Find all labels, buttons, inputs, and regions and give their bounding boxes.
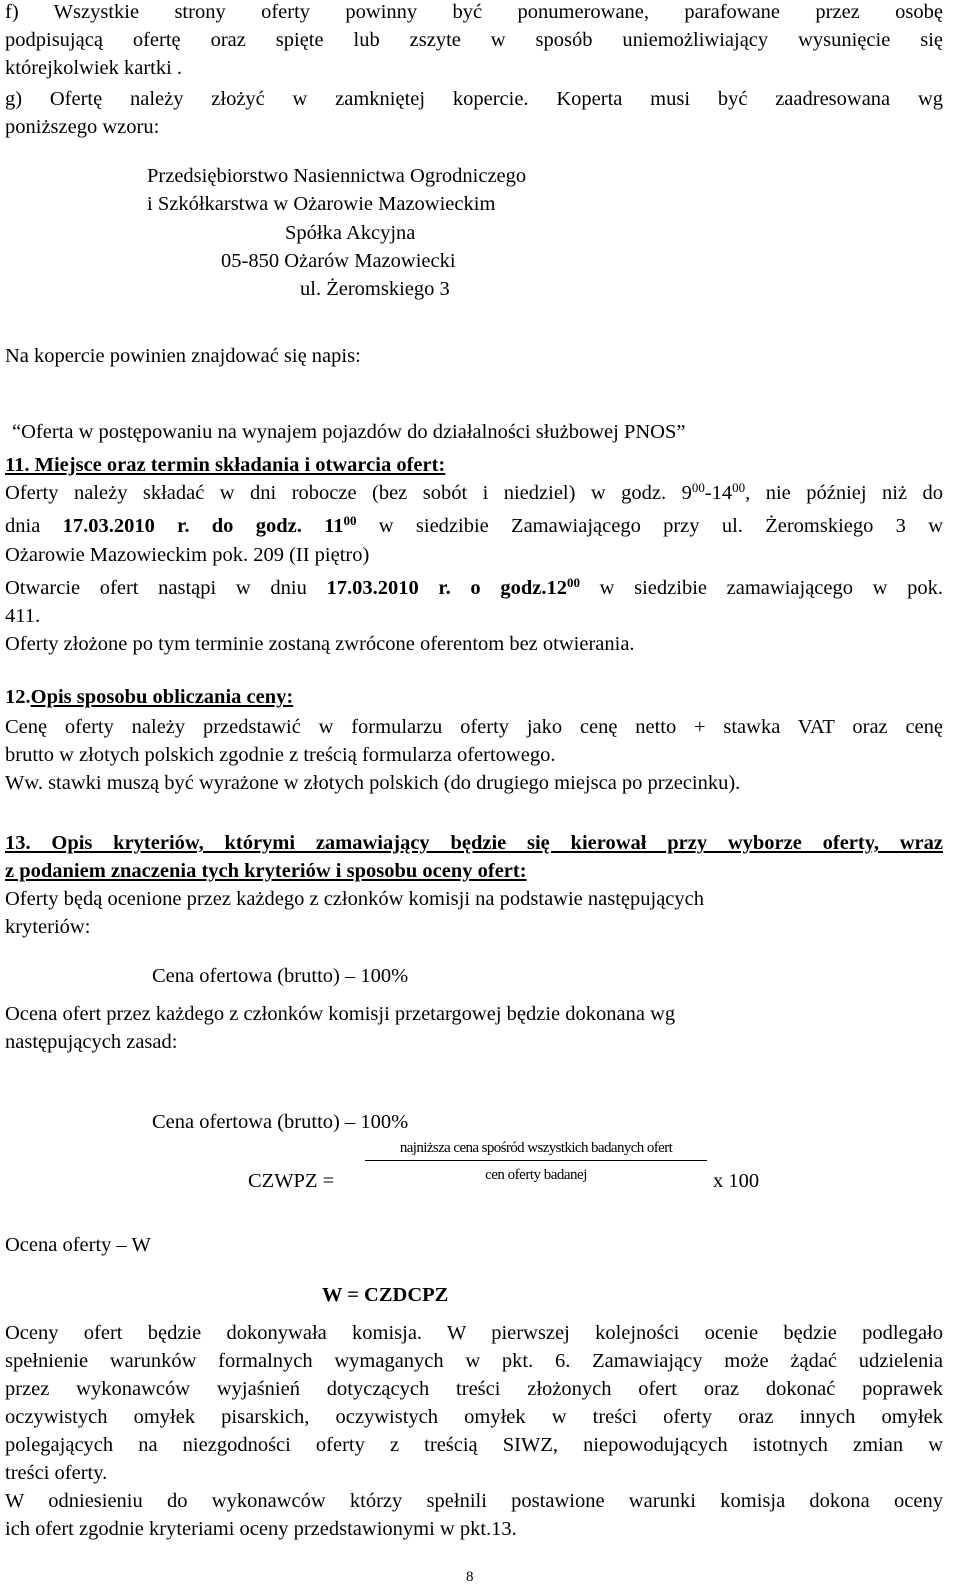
section-12-line-2: brutto w złotych polskich zgodnie z treścią formularza ofertowego. [5, 744, 556, 766]
criterion-price-repeat: Cena ofertowa (brutto) – 100% [152, 1110, 409, 1133]
section-13-heading-line-2: z podaniem znaczenia tych kryteriów i sposobu oceny ofert: [5, 860, 527, 882]
section-13-line-3: Ocena ofert przez każdego z członków komisji przetargowej będzie dokonana wg [5, 1003, 676, 1025]
item-f-line-3: którejkolwiek kartki . [5, 57, 183, 79]
formula-numerator: najniższa cena spośród wszystkich badanych ofert [399, 1140, 673, 1156]
closing-line-5: polegających na niezgodności oferty z treścią SIWZ, niepowodujących istotnych zmian w [5, 1434, 943, 1456]
address-line: ul. Żeromskiego 3 [300, 277, 450, 300]
item-f-line-2: podpisującą ofertę oraz spięte lub zszyte w sposób uniemożliwiający wysunięcie się [5, 29, 943, 51]
formula-lhs: CZWPZ = [248, 1169, 335, 1192]
item-g-line-1: g) Ofertę należy złożyć w zamkniętej kopercie. Koperta musi być zaadresowana wg [5, 88, 943, 110]
envelope-intro: Na kopercie powinien znajdować się napis: [5, 345, 361, 367]
address-line: Spółka Akcyjna [285, 221, 416, 244]
section-11-line-2: dnia 17.03.2010 r. do godz. $11^{00}$ w siedzibie Zamawiającego przy ul. Żeromskiego 3 w [5, 513, 943, 537]
section-12-line-3: Ww. stawki muszą być wyrażone w złotych polskich (do drugiego miejsca po przecinku). [5, 772, 741, 794]
item-g-line-2: poniższego wzoru: [5, 116, 160, 138]
item-f-line-1: f) Wszystkie strony oferty powinny być ponumerowane, parafowane przez osobę [5, 1, 943, 23]
criterion-price: Cena ofertowa (brutto) – 100% [152, 964, 409, 987]
section-13-line-2: kryteriów: [5, 916, 91, 938]
section-11-line-6: Oferty złożone po tym terminie zostaną zwrócone oferentom bez otwierania. [5, 633, 635, 655]
section-13-line-1: Oferty będą ocenione przez każdego z członków komisji na podstawie następujących [5, 888, 705, 910]
section-11-line-1: Oferty należy składać w dni robocze (bez sobót i niedziel) w godz. $9^{00}-14^{00}$, nie później niż do [5, 480, 943, 504]
formula-multiplier: x 100 [713, 1169, 760, 1192]
section-11-line-3: Ożarowie Mazowieckim pok. 209 (II piętro) [5, 544, 370, 566]
section-12-heading: 12.Opis sposobu obliczania ceny: [5, 686, 294, 708]
closing-line-8: ich ofert zgodnie kryteriami oceny przedstawionymi w pkt.13. [5, 1518, 517, 1540]
address-line: Przedsiębiorstwo Nasiennictwa Ogrodniczego [147, 164, 527, 187]
address-line: i Szkółkarstwa w Ożarowie Mazowieckim [147, 192, 496, 215]
closing-line-3: przez wykonawców wyjaśnień dotyczących treści złożonych ofert oraz dokonać poprawek [5, 1378, 943, 1400]
closing-line-2: spełnienie warunków formalnych wymaganych w pkt. 6. Zamawiający może żądać udzielenia [5, 1350, 943, 1372]
section-12-line-1: Cenę oferty należy przedstawić w formularzu oferty jako cenę netto + stawka VAT oraz cenę [5, 716, 943, 738]
closing-line-1: Oceny ofert będzie dokonywała komisja. W pierwszej kolejności ocenie będzie podlegało [5, 1322, 943, 1344]
closing-line-6: treści oferty. [5, 1462, 108, 1484]
section-13-line-4: następujących zasad: [5, 1031, 178, 1053]
score-label: Ocena oferty – W [5, 1234, 151, 1256]
fraction-bar [365, 1160, 707, 1161]
section-13-heading-line-1: 13. Opis kryteriów, którymi zamawiający będzie się kierował przy wyborze oferty, wraz [5, 832, 943, 854]
section-11-heading: 11. Miejsce oraz termin składania i otwarcia ofert: [5, 454, 446, 476]
closing-line-4: oczywistych omyłek pisarskich, oczywistych omyłek w treści oferty oraz innych omyłek [5, 1406, 943, 1428]
page-number: 8 [466, 1569, 474, 1585]
formula-denominator: cen oferty badanej [485, 1167, 587, 1183]
section-11-line-4: Otwarcie ofert nastąpi w dniu 17.03.2010 r. o $godz.12^{00}$ w siedzibie zamawiającego w pok. [5, 575, 944, 599]
closing-line-7: W odniesieniu do wykonawców którzy spełnili postawione warunki komisja dokona oceny [5, 1490, 943, 1512]
envelope-caption: “Oferta w postępowaniu na wynajem pojazdów do działalności służbowej PNOS” [12, 420, 686, 443]
address-line: 05-850 Ożarów Mazowiecki [221, 249, 456, 272]
formula-fraction [365, 1138, 707, 1185]
score-formula: W = CZDCPZ [322, 1283, 449, 1306]
section-11-line-5: 411. [5, 605, 41, 627]
